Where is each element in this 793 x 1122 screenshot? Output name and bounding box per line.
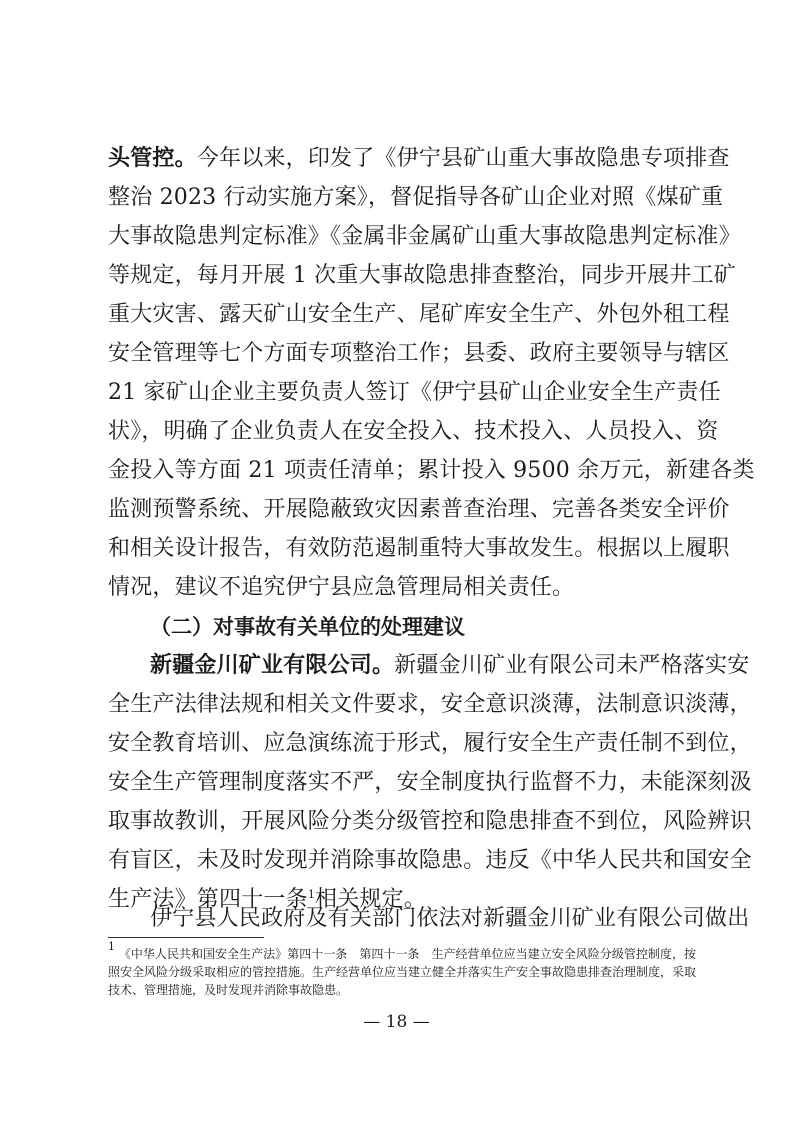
body-line: 等规定，每月开展 1 次重大事故隐患排查整治，同步开展井工矿 <box>108 263 736 288</box>
body-line: 和相关设计报告，有效防范遏制重特大事故发生。根据以上履职 <box>108 536 730 561</box>
body-line: 生产法》第四十一条$^1$相关规定。 <box>108 887 427 912</box>
body-line: 安全管理等七个方面专项整治工作；县委、政府主要领导与辖区 <box>108 341 730 366</box>
body-line: 21 家矿山企业主要负责人签订《伊宁县矿山企业安全生产责任 <box>108 380 721 405</box>
body-line: 取事故教训，开展风险分类分级管控和隐患排查不到位，风险辨识 <box>108 809 752 834</box>
body-line: 全生产法律法规和相关文件要求，安全意识淡薄，法制意识淡薄， <box>108 692 752 717</box>
body-line: 监测预警系统、开展隐蔽致灾因素普查治理、完善各类安全评价 <box>108 497 730 522</box>
body-line: 整治 2023 行动实施方案》，督促指导各矿山企业对照《煤矿重 <box>108 185 724 210</box>
lead-heading: 头管控。 <box>108 146 197 171</box>
company-heading: 新疆金川矿业有限公司。 <box>150 653 395 678</box>
section-heading: （二）对事故有关单位的处理建议 <box>150 615 465 639</box>
footnote-divider <box>108 937 264 938</box>
body-line: 安全教育培训、应急演练流于形式，履行安全生产责任制不到位， <box>108 731 752 756</box>
body-line: 重大灾害、露天矿山安全生产、尾矿库安全生产、外包外租工程 <box>108 302 730 327</box>
body-line: 情况，建议不追究伊宁县应急管理局相关责任。 <box>108 575 575 600</box>
body-line: 头管控。今年以来，印发了《伊宁县矿山重大事故隐患专项排查 <box>108 146 730 171</box>
body-line: 金投入等方面 21 项责任清单；累计投入 9500 余万元，新建各类 <box>108 458 755 483</box>
footnote-marker: 1 <box>108 940 115 953</box>
footnote-line: 技术、管理措施，及时发现并消除事故隐患。 <box>108 983 349 997</box>
body-line: 新疆金川矿业有限公司。新疆金川矿业有限公司未严格落实安 <box>150 653 750 678</box>
body-line: 有盲区，未及时发现并消除事故隐患。违反《中华人民共和国安全 <box>108 848 752 873</box>
footnote-line: 照安全风险分级采取相应的管控措施。生产经营单位应当建立健全并落实生产安全事故隐患排查治理制度，采取 <box>108 965 697 979</box>
body-line: 大事故隐患判定标准》《金属非金属矿山重大事故隐患判定标准》 <box>108 224 741 249</box>
page-number: — 18 — <box>363 1012 430 1032</box>
body-line: 安全生产管理制度落实不严，安全制度执行监督不力，未能深刻汲 <box>108 770 752 795</box>
footnote-line: $^1$ 《中华人民共和国安全生产法》第四十一条 第四十一条 生产经营单位应当建立安全风险分级管控制度，按 <box>108 940 696 961</box>
body-line: 状》，明确了企业负责人在安全投入、技术投入、人员投入、资 <box>108 419 719 444</box>
body-line: 伊宁县人民政府及有关部门依法对新疆金川矿业有限公司做出 <box>150 906 750 931</box>
footnote-reference[interactable]: 1 <box>307 888 316 901</box>
